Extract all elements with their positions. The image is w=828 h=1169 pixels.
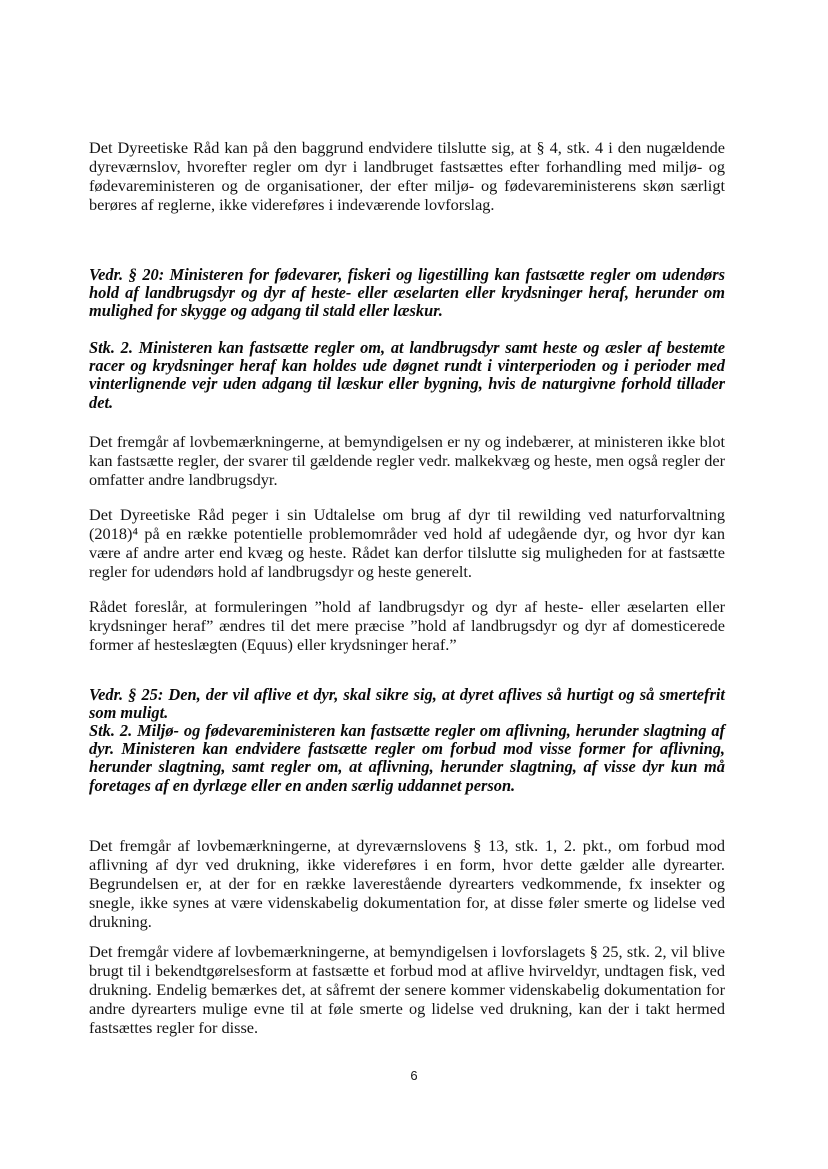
section-20-stk2: Stk. 2. Ministeren kan fastsætte regler om, at landbrugsdyr samt heste og æsler af bestemte racer og krydsninger heraf kan holdes ude døgnet rundt i vinterperioden og i perioder med vinterlignende vejr uden adgang til læskur eller bygning, hvis de naturgivne forhold tillader det. xyxy=(89,338,725,412)
section-25-stk2: Stk. 2. Miljø- og fødevareministeren kan fastsætte regler om aflivning, herunder slagtning af dyr. Ministeren kan endvidere fastsætte regler om forbud mod visse former for aflivning, herunder slagtning, samt regler om, at aflivning, herunder slagtning, af visse dyr kun må foretages af en dyrlæge eller en anden særlig uddannet person. xyxy=(89,721,725,795)
section-25-paragraph-2: Det fremgår videre af lovbemærkningerne, at bemyndigelsen i lovforslagets § 25, stk. 2, vil blive brugt til i bekendtgørelsesform at fastsætte et forbud mod at aflive hvirveldyr, undtagen fisk, ved drukning. Endelig bemærkes det, at såfremt der senere kommer videnskabelig dokumentation for andre dyrearters mulige evne til at føle smerte og lidelse ved drukning, kan der i takt hermed fastsættes regler for disse. xyxy=(89,942,725,1037)
section-20-paragraph-3: Rådet foreslår, at formuleringen ”hold af landbrugsdyr og dyr af heste- eller æselarten eller krydsninger heraf” ændres til det mere præcise ”hold af landbrugsdyr og dyr af domesticerede former af hesteslægten (Equus) eller krydsninger heraf.” xyxy=(89,597,725,654)
intro-paragraph: Det Dyreetiske Råd kan på den baggrund endvidere tilslutte sig, at § 4, stk. 4 i den nugældende dyreværnslov, hvorefter regler om dyr i landbruget fastsættes efter forhandling med miljø- og fødevareministeren og de organisationer, der efter miljø- og fødevareministerens skøn særligt berøres af reglerne, ikke videreføres i indeværende lovforslag. xyxy=(89,138,725,214)
section-20-paragraph-2: Det Dyreetiske Råd peger i sin Udtalelse om brug af dyr til rewilding ved naturforvaltning (2018)⁴ på en række potentielle problemområder ved hold af udegående dyr, og hvor dyr kan være af andre arter end kvæg og heste. Rådet kan derfor tilslutte sig muligheden for at fastsætte regler for udendørs hold af landbrugsdyr og heste generelt. xyxy=(89,505,725,581)
section-25-heading: Vedr. § 25: Den, der vil aflive et dyr, skal sikre sig, at dyret aflives så hurtigt og så smertefrit som muligt. xyxy=(89,685,725,723)
page-number: 6 xyxy=(410,1068,418,1083)
section-25-paragraph-1: Det fremgår af lovbemærkningerne, at dyreværnslovens § 13, stk. 1, 2. pkt., om forbud mod aflivning af dyr ved drukning, ikke videreføres i en form, hvor dette gælder alle dyrearter. Begrundelsen er, at der for en række laverestående dyrearters vedkommende, fx insekter og snegle, ikke synes at være videnskabelig dokumentation for, at disse føler smerte og lidelse ved drukning. xyxy=(89,836,725,931)
section-20-heading: Vedr. § 20: Ministeren for fødevarer, fiskeri og ligestilling kan fastsætte regler om udendørs hold af landbrugsdyr og dyr af heste- eller æselarten eller krydsninger heraf, herunder om mulighed for skygge og adgang til stald eller læskur. xyxy=(89,265,725,321)
section-20-paragraph-1: Det fremgår af lovbemærkningerne, at bemyndigelsen er ny og indebærer, at ministeren ikke blot kan fastsætte regler, der svarer til gældende regler vedr. malkekvæg og heste, men også regler der omfatter andre landbrugsdyr. xyxy=(89,432,725,489)
